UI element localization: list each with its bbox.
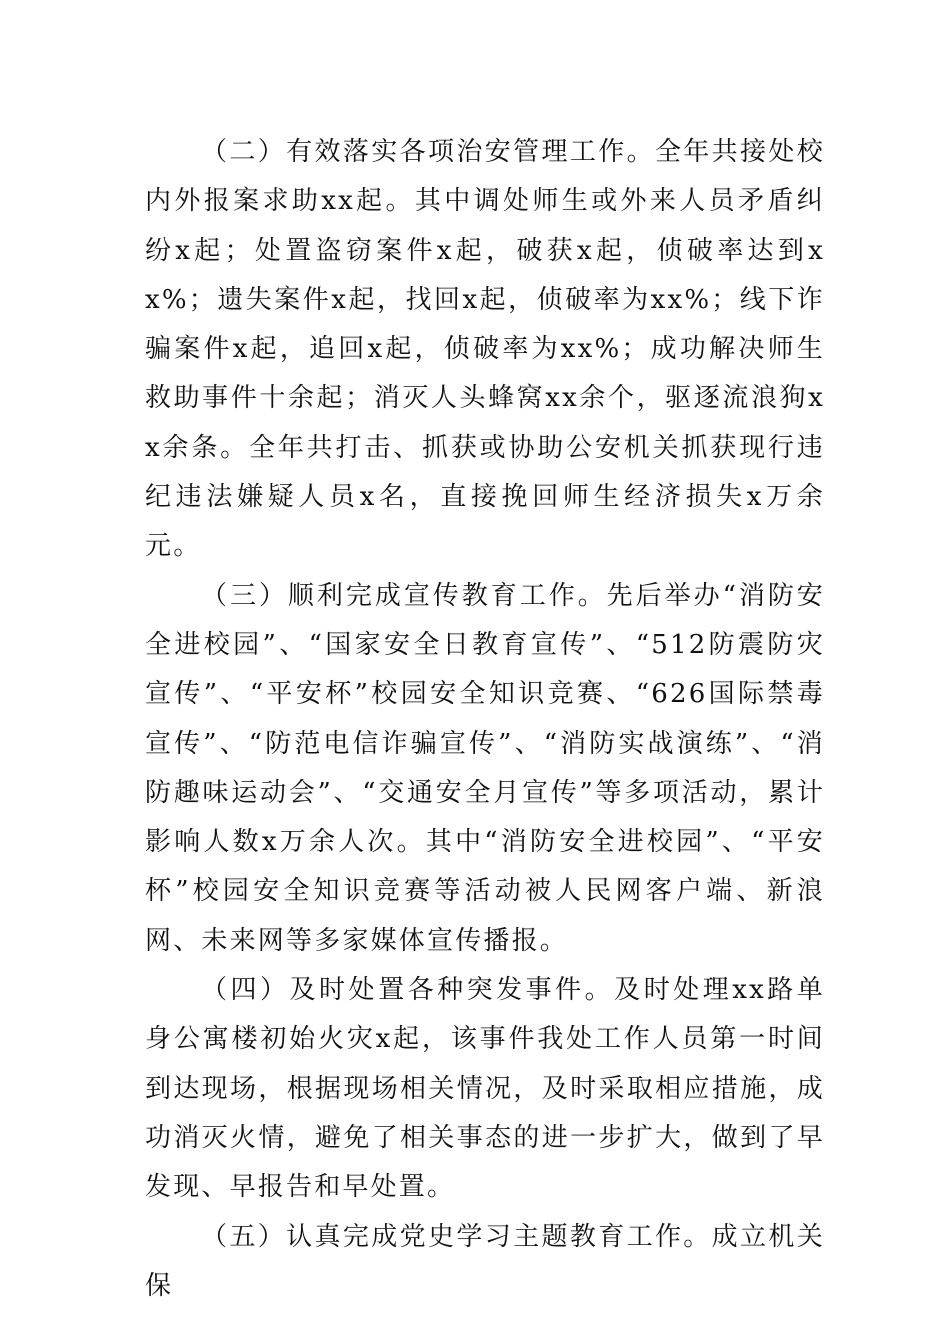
paragraph-emergency-handling: （四）及时处置各种突发事件。及时处理xx路单身公寓楼初始火灾x起，该事件我处工作人员第一时间到达现场，根据现场相关情况，及时采取相应措施，成功消灭火情，避免了相关事态的进一步扩大，做到了早发现、早报告和早处置。 [145, 975, 825, 1203]
paragraph-publicity-education: （三）顺利完成宣传教育工作。先后举办“消防安全进校园”、“国家安全日教育宣传”、“512防震防灾宣传”、“平安杯”校园安全知识竞赛、“626国际禁毒宣传”、“防范电信诈骗宣传”、“消防实战演练”、“消防趣味运动会”、“交通安全月宣传”等多项活动，累计影响人数x万余人次。其中“消防安全进校园”、“平安杯”校园安全知识竞赛等活动被人民网客户端、新浪网、未来网等多家媒体宣传播报。 [145, 580, 825, 956]
document-body [145, 128, 825, 1311]
paragraph-public-security: （二）有效落实各项治安管理工作。全年共接处校内外报案求助xx起。其中调处师生或外来人员矛盾纠纷x起；处置盗窃案件x起，破获x起，侦破率达到xx%；遗失案件x起，找回x起，侦破率为xx%；线下诈骗案件x起，追回x起，侦破率为xx%；成功解决师生救助事件十余起；消灭人头蜂窝xx余个，驱逐流浪狗xx余条。全年共打击、抓获或协助公安机关抓获现行违纪违法嫌疑人员x名，直接挽回师生经济损失x万余元。 [145, 137, 825, 562]
paragraph-party-history-education: （五）认真完成党史学习主题教育工作。成立机关保 [145, 1221, 825, 1301]
